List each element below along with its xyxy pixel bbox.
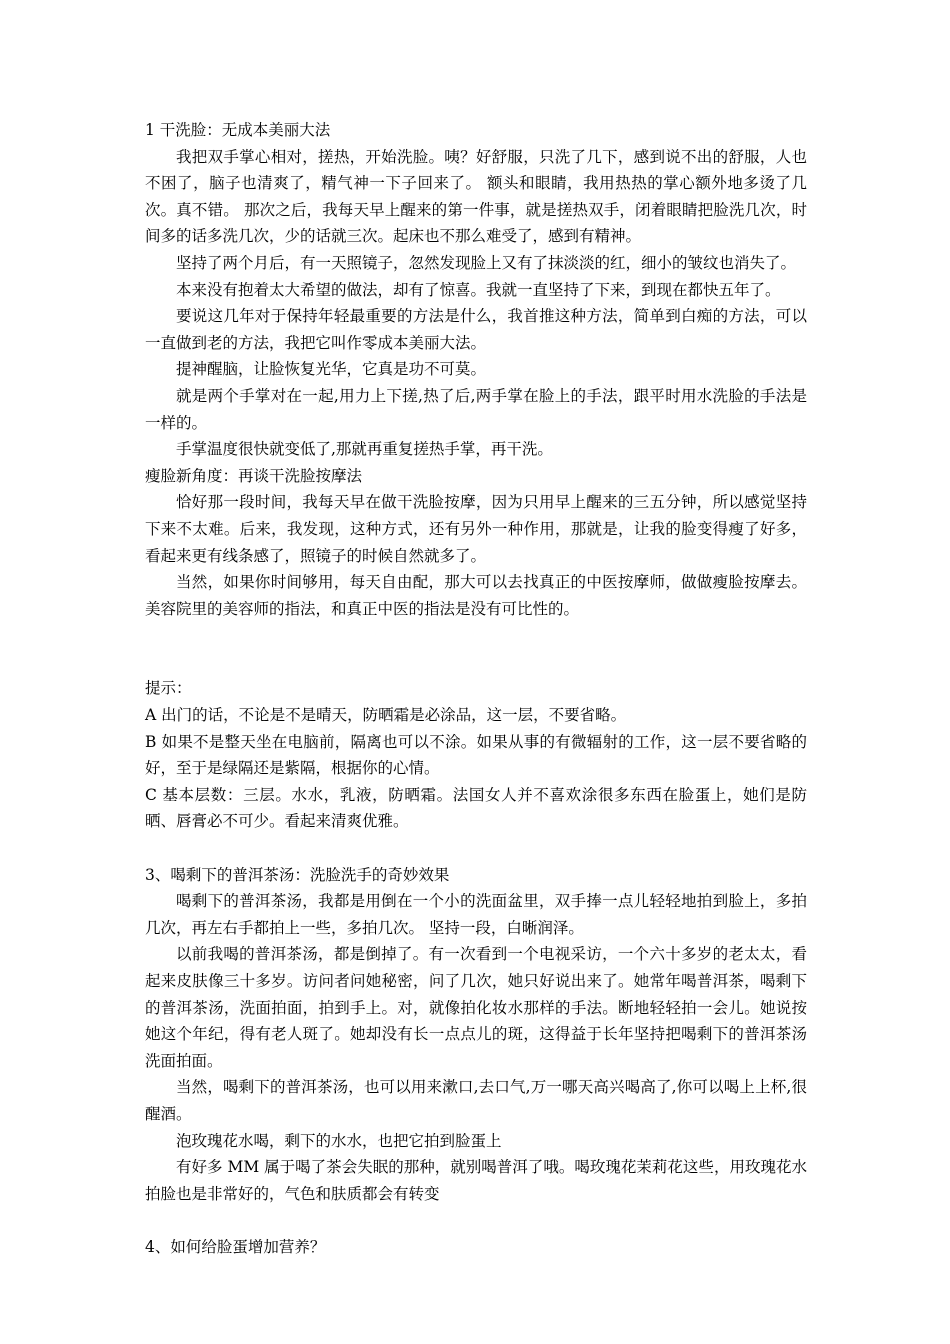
section1-paragraph: 我把双手掌心相对，搓热，开始洗脸。咦？好舒服，只洗了几下，感到说不出的舒服，人也不困了，脑子也清爽了，精气神一下子回来了。 额头和眼睛，我用热热的掌心额外地多烫了几次。真不错。 那次之后，我每天早上醒来的第一件事，就是搓热双手，闭着眼睛把脸洗几次，时间多的话多洗几次，少的话就三次。起床也不那么难受了，感到有精神。 [145, 147, 807, 246]
document-body [145, 117, 807, 1261]
spacer [145, 1207, 807, 1234]
section3-heading: 3、喝剩下的普洱茶汤：洗脸洗手的奇妙效果 [145, 865, 450, 884]
section3-paragraph: 有好多 MM 属于喝了茶会失眠的那种，就别喝普洱了哦。喝玫瑰花茉莉花这些，用玫瑰花水拍脸也是非常好的，气色和肤质都会有转变 [145, 1158, 807, 1203]
section1-paragraph: 手掌温度很快就变低了,那就再重复搓热手掌，再干洗。 [176, 440, 553, 459]
tip-item-b: B 如果不是整天坐在电脑前，隔离也可以不涂。如果从事的有微辐射的工作，这一层不要省略的好，至于是绿隔还是紫隔，根据你的心情。 [145, 732, 807, 778]
tip-item-a: A 出门的话，不论是不是晴天，防晒霜是必涂品，这一层，不要省略。 [145, 706, 627, 725]
section1-paragraph: 本来没有抱着太大希望的做法，却有了惊喜。我就一直坚持了下来，到现在都快五年了。 [176, 280, 781, 299]
section1-paragraph: 坚持了两个月后，有一天照镜子，忽然发现脸上又有了抹淡淡的红，细小的皱纹也消失了。 [176, 253, 797, 272]
section3-paragraph: 当然，喝剩下的普洱茶汤，也可以用来漱口,去口气,万一哪天高兴喝高了,你可以喝上上杯,很醒酒。 [145, 1078, 807, 1123]
section2-paragraph: 当然，如果你时间够用，每天自由配，那大可以去找真正的中医按摩师，做做瘦脸按摩去。 美容院里的美容师的指法，和真正中医的指法是没有可比性的。 [145, 573, 807, 618]
section1-paragraph: 提神醒脑，让脸恢复光华，它真是功不可莫。 [176, 360, 487, 379]
section3-paragraph: 喝剩下的普洱茶汤，我都是用倒在一个小的洗面盆里，双手捧一点儿轻轻地拍到脸上，多拍几次，再左右手都拍上一些，多拍几次。 坚持一段，白晰润泽。 [145, 892, 807, 937]
section1-paragraph: 就是两个手掌对在一起,用力上下搓,热了后,两手掌在脸上的手法，跟平时用水洗脸的手法是一样的。 [145, 386, 807, 432]
section2-heading: 瘦脸新角度：再谈干洗脸按摩法 [145, 466, 363, 485]
section1-paragraph: 要说这几年对于保持年轻最重要的方法是什么，我首推这种方法，简单到白痴的方法，可以一直做到老的方法，我把它叫作零成本美丽大法。 [145, 307, 807, 352]
tip-item-c: C 基本层数：三层。水水，乳液，防晒霜。法国女人并不喜欢涂很多东西在脸蛋上，她们是防晒、唇膏必不可少。看起来清爽优雅。 [145, 785, 807, 831]
tips-heading: 提示： [145, 679, 192, 698]
spacer [145, 835, 807, 862]
section2-paragraph: 恰好那一段时间，我每天早在做干洗脸按摩，因为只用早上醒来的三五分钟，所以感觉坚持下来不太难。后来，我发现，这种方式，还有另外一种作用，那就是，让我的脸变得瘦了好多，看起来更有线条感了，照镜子的时候自然就多了。 [145, 493, 807, 565]
section3-paragraph: 以前我喝的普洱茶汤，都是倒掉了。有一次看到一个电视采访，一个六十多岁的老太太，看起来皮肤像三十多岁。访问者问她秘密，问了几次，她只好说出来了。她常年喝普洱茶，喝剩下的普洱茶汤，洗面拍面，拍到手上。对，就像拍化妆水那样的手法。断地轻轻拍一会儿。她说按她这个年纪，得有老人斑了。她却没有长一点点儿的斑，这得益于长年坚持把喝剩下的普洱茶汤洗面拍面。 [145, 945, 807, 1070]
section3-paragraph: 泡玫瑰花水喝，剩下的水水，也把它拍到脸蛋上 [176, 1131, 502, 1150]
spacer [145, 622, 807, 675]
section1-heading: 1 干洗脸：无成本美丽大法 [145, 121, 331, 139]
section4-heading: 4、如何给脸蛋增加营养？ [145, 1237, 326, 1256]
